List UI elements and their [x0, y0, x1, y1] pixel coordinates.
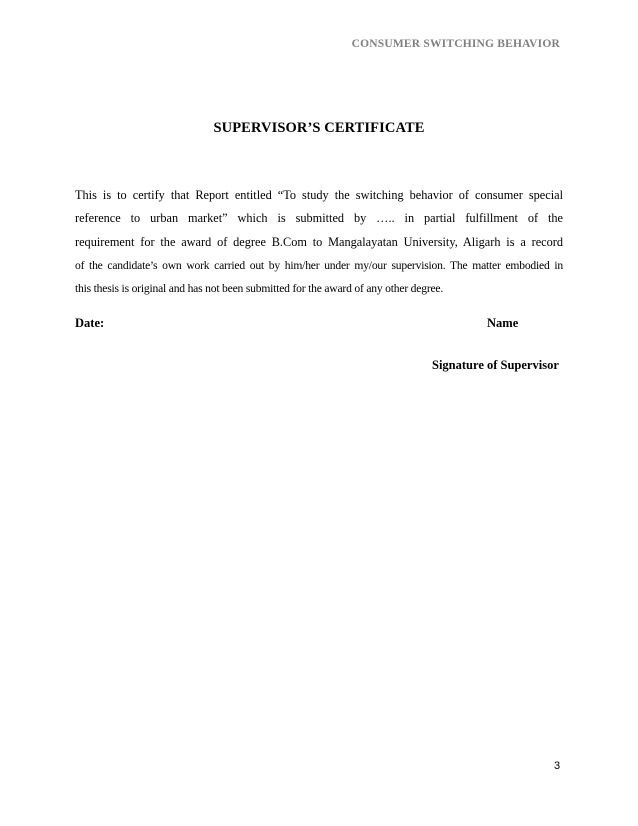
signature-label: Signature of Supervisor — [432, 358, 559, 372]
name-label: Name — [487, 316, 519, 330]
certificate-line-4: of the candidate’s own work carried out by him/her under my/our supervision. The matter embodied in — [75, 258, 563, 272]
page-title: SUPERVISOR’S CERTIFICATE — [213, 120, 425, 136]
certificate-line-3: requirement for the award of degree B.Com to Mangalayatan University, Aligarh is a record — [75, 234, 563, 249]
certificate-line-1: This is to certify that Report entitled “To study the switching behavior of consumer special — [75, 188, 563, 202]
certificate-line-5: this thesis is original and has not been submitted for the award of any other degree. — [75, 282, 444, 296]
certificate-body — [75, 184, 563, 300]
date-label: Date: — [75, 316, 105, 330]
page-number: 3 — [554, 760, 561, 772]
running-header: CONSUMER SWITCHING BEHAVIOR — [351, 38, 560, 50]
certificate-line-2: reference to urban market” which is submitted by ….. in partial fulfillment of the — [75, 211, 563, 226]
